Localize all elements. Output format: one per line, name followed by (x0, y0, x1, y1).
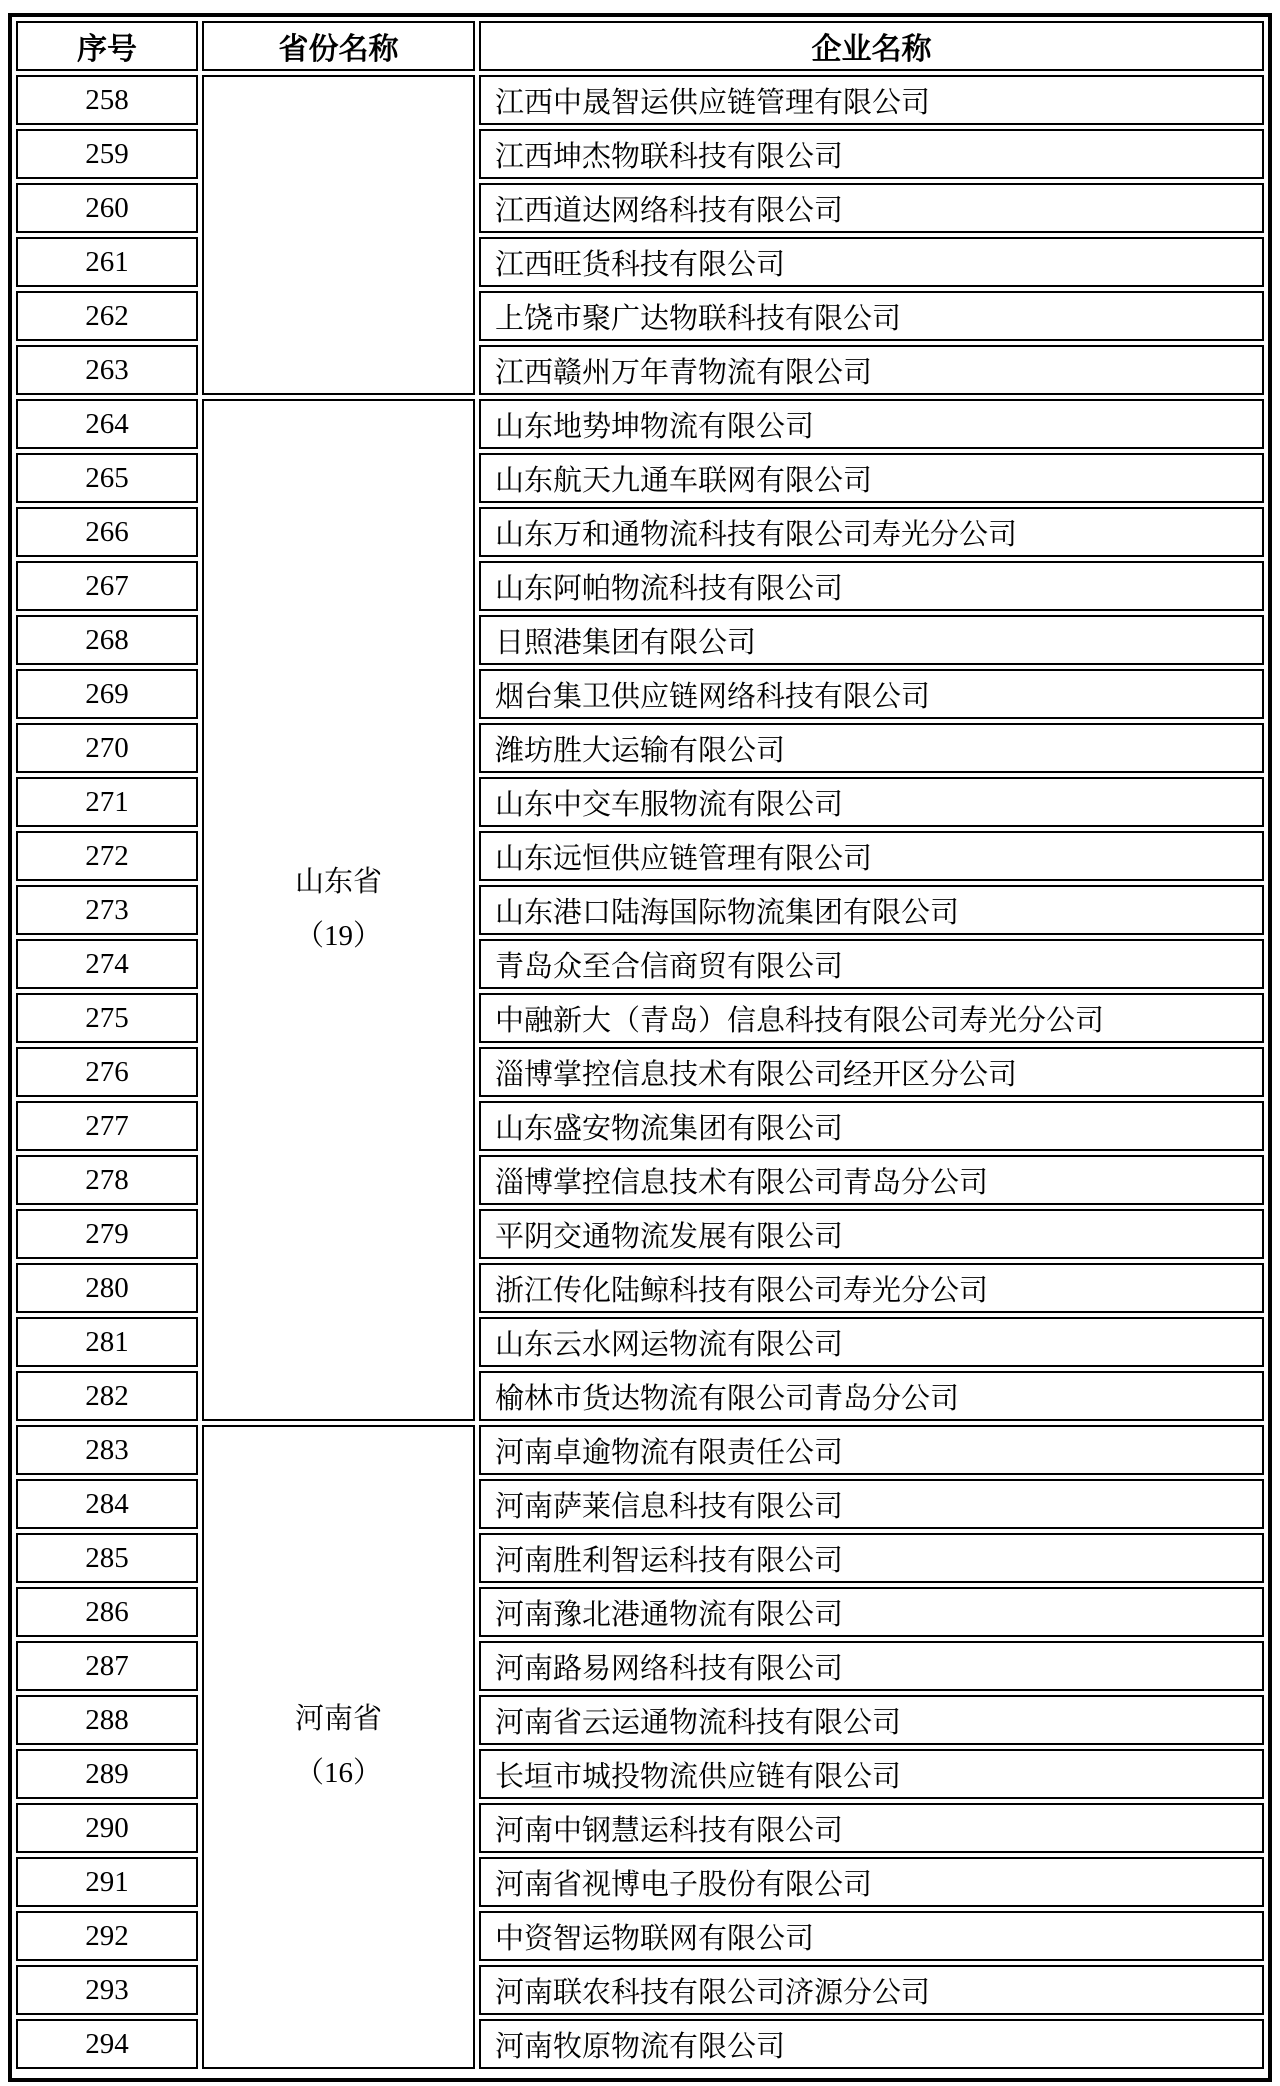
company-name-cell: 青岛众至合信商贸有限公司 (479, 939, 1264, 989)
company-name-cell: 河南卓逾物流有限责任公司 (479, 1425, 1264, 1475)
serial-number-cell: 264 (16, 399, 198, 449)
header-row (16, 21, 1264, 71)
company-name-cell: 潍坊胜大运输有限公司 (479, 723, 1264, 773)
company-name-cell: 淄博掌控信息技术有限公司青岛分公司 (479, 1155, 1264, 1205)
company-name-cell: 河南路易网络科技有限公司 (479, 1641, 1264, 1691)
company-name-cell: 上饶市聚广达物联科技有限公司 (479, 291, 1264, 341)
company-name-cell: 中资智运物联网有限公司 (479, 1911, 1264, 1961)
province-count: （16） (294, 1757, 382, 1789)
table-frame (8, 13, 1272, 2082)
serial-number-cell: 274 (16, 939, 198, 989)
serial-number-cell: 290 (16, 1803, 198, 1853)
serial-number-cell: 260 (16, 183, 198, 233)
serial-number-cell: 268 (16, 615, 198, 665)
table-row (16, 75, 1264, 125)
serial-number-cell: 282 (16, 1371, 198, 1421)
serial-number-cell: 287 (16, 1641, 198, 1691)
company-name-cell: 河南中钢慧运科技有限公司 (479, 1803, 1264, 1853)
table-body (16, 75, 1264, 2069)
company-name-cell: 江西中晟智运供应链管理有限公司 (479, 75, 1264, 125)
company-name-cell: 山东中交车服物流有限公司 (479, 777, 1264, 827)
serial-number-cell: 270 (16, 723, 198, 773)
serial-number-cell: 286 (16, 1587, 198, 1637)
company-name-cell: 江西赣州万年青物流有限公司 (479, 345, 1264, 395)
header-serial-number: 序号 (16, 21, 198, 71)
serial-number-cell: 293 (16, 1965, 198, 2015)
serial-number-cell: 265 (16, 453, 198, 503)
serial-number-cell: 277 (16, 1101, 198, 1151)
company-name-cell: 平阴交通物流发展有限公司 (479, 1209, 1264, 1259)
table-row (16, 399, 1264, 449)
header-company-name: 企业名称 (479, 21, 1264, 71)
company-name-cell: 河南胜利智运科技有限公司 (479, 1533, 1264, 1583)
province-name: 山东省 (294, 866, 382, 899)
serial-number-cell: 271 (16, 777, 198, 827)
company-name-cell: 河南联农科技有限公司济源分公司 (479, 1965, 1264, 2015)
serial-number-cell: 278 (16, 1155, 198, 1205)
company-name-cell: 山东阿帕物流科技有限公司 (479, 561, 1264, 611)
serial-number-cell: 276 (16, 1047, 198, 1097)
company-name-cell: 山东远恒供应链管理有限公司 (479, 831, 1264, 881)
serial-number-cell: 269 (16, 669, 198, 719)
company-name-cell: 山东云水网运物流有限公司 (479, 1317, 1264, 1367)
serial-number-cell: 294 (16, 2019, 198, 2069)
company-name-cell: 河南萨莱信息科技有限公司 (479, 1479, 1264, 1529)
table-row (16, 1425, 1264, 1475)
serial-number-cell: 261 (16, 237, 198, 287)
company-name-cell: 江西旺货科技有限公司 (479, 237, 1264, 287)
province-cell (202, 1425, 475, 2069)
company-name-cell: 山东港口陆海国际物流集团有限公司 (479, 885, 1264, 935)
company-name-cell: 山东航天九通车联网有限公司 (479, 453, 1264, 503)
serial-number-cell: 283 (16, 1425, 198, 1475)
serial-number-cell: 285 (16, 1533, 198, 1583)
company-name-cell: 淄博掌控信息技术有限公司经开区分公司 (479, 1047, 1264, 1097)
header-province-name: 省份名称 (202, 21, 475, 71)
serial-number-cell: 279 (16, 1209, 198, 1259)
serial-number-cell: 280 (16, 1263, 198, 1313)
company-name-cell: 河南牧原物流有限公司 (479, 2019, 1264, 2069)
serial-number-cell: 259 (16, 129, 198, 179)
company-name-cell: 河南省视博电子股份有限公司 (479, 1857, 1264, 1907)
company-name-cell: 山东地势坤物流有限公司 (479, 399, 1264, 449)
province-cell (202, 399, 475, 1421)
serial-number-cell: 288 (16, 1695, 198, 1745)
company-name-cell: 日照港集团有限公司 (479, 615, 1264, 665)
serial-number-cell: 263 (16, 345, 198, 395)
company-table (12, 17, 1268, 2073)
serial-number-cell: 267 (16, 561, 198, 611)
serial-number-cell: 258 (16, 75, 198, 125)
company-name-cell: 山东万和通物流科技有限公司寿光分公司 (479, 507, 1264, 557)
serial-number-cell: 292 (16, 1911, 198, 1961)
serial-number-cell: 291 (16, 1857, 198, 1907)
company-name-cell: 江西道达网络科技有限公司 (479, 183, 1264, 233)
province-name: 河南省 (294, 1703, 382, 1736)
serial-number-cell: 275 (16, 993, 198, 1043)
company-name-cell: 山东盛安物流集团有限公司 (479, 1101, 1264, 1151)
company-name-cell: 河南豫北港通物流有限公司 (479, 1587, 1264, 1637)
province-cell (202, 75, 475, 395)
serial-number-cell: 272 (16, 831, 198, 881)
company-name-cell: 中融新大（青岛）信息科技有限公司寿光分公司 (479, 993, 1264, 1043)
serial-number-cell: 273 (16, 885, 198, 935)
serial-number-cell: 281 (16, 1317, 198, 1367)
company-name-cell: 长垣市城投物流供应链有限公司 (479, 1749, 1264, 1799)
company-name-cell: 江西坤杰物联科技有限公司 (479, 129, 1264, 179)
serial-number-cell: 289 (16, 1749, 198, 1799)
company-name-cell: 浙江传化陆鲸科技有限公司寿光分公司 (479, 1263, 1264, 1313)
company-name-cell: 榆林市货达物流有限公司青岛分公司 (479, 1371, 1264, 1421)
serial-number-cell: 262 (16, 291, 198, 341)
serial-number-cell: 284 (16, 1479, 198, 1529)
company-name-cell: 烟台集卫供应链网络科技有限公司 (479, 669, 1264, 719)
serial-number-cell: 266 (16, 507, 198, 557)
province-count: （19） (294, 920, 382, 952)
company-name-cell: 河南省云运通物流科技有限公司 (479, 1695, 1264, 1745)
